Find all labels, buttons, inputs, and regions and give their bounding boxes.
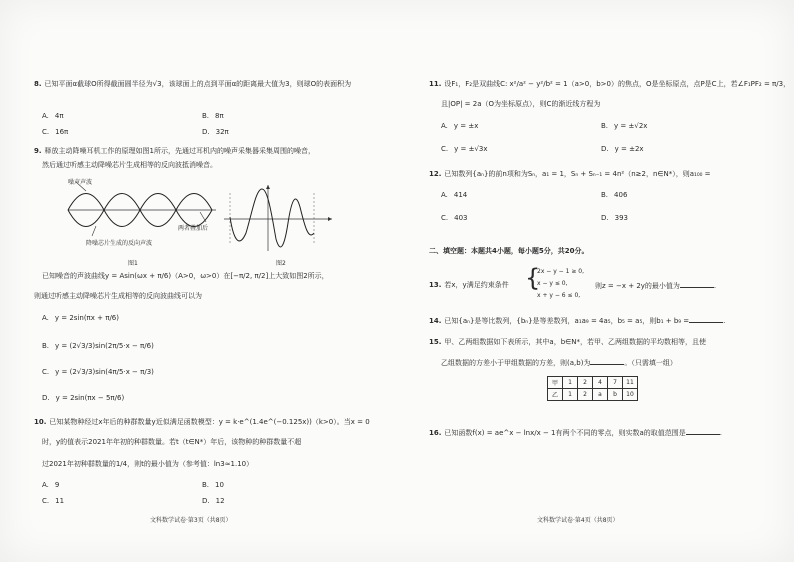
option-a[interactable]	[42, 112, 64, 121]
option-letter: B.	[202, 112, 210, 120]
answer-blank[interactable]	[686, 428, 720, 435]
section-heading-fill-in: 二、填空题：本题共4小题，每小题5分，共20分。	[429, 247, 589, 255]
option-letter: C.	[42, 368, 50, 376]
question-text-line-1: 设F₁，F₂是双曲线C: x²/a² − y²/b² = 1（a>0，b>0）的焦点，O是坐标原点，点P是C上，若∠F₁PF₂ = π/3，	[444, 80, 791, 88]
question-text-line-2: 乙组数据的方差小于甲组数据的方差，则(a,b)为	[441, 359, 591, 367]
question-text-line-1: 已知某物种经过x年后的种群数量y近似满足函数模型：y = k·e^(1.4e^(−0.125x))（k>0）。当x = 0	[49, 418, 370, 426]
table-cell: 4	[593, 377, 608, 389]
option-text: 414	[453, 191, 468, 199]
option-letter: B.	[601, 191, 609, 199]
question-text-prefix: 若x，y满足约束条件	[444, 281, 509, 289]
option-letter: D.	[601, 145, 609, 153]
option-letter: B.	[42, 342, 50, 350]
table-cell: 2	[578, 389, 593, 401]
table-cell: 7	[608, 377, 623, 389]
option-text: y = ±√3x	[454, 145, 488, 153]
option-text: y = 2sin(πx + π/6)	[54, 314, 119, 322]
option-c[interactable]	[42, 128, 68, 137]
question-9-model: 已知噪音的声波曲线y = Asin(ωx + π/6)（A>0，ω>0）在[−π/2, π/2]上大致如图2所示，	[42, 272, 329, 280]
question-16: 16. 已知函数f(x) = ae^x − lnx/x − 1有两个不同的零点，则实数a的取值范围是 .	[429, 429, 723, 437]
page-footer: 文科数学试卷·第4页（共8页）	[537, 517, 619, 524]
question-11-line-2: 且|OP| = 2a（O为坐标原点），则C的渐近线方程为	[441, 100, 601, 108]
option-letter: D.	[202, 128, 210, 136]
option-letter: A.	[42, 314, 49, 322]
question-text: 已知{aₙ}是等比数列，{bₙ}是等差数列，a₁a₉ = 4a₅，b₅ = a₅，则b₁ + b₉ =	[444, 317, 690, 325]
option-text: y = ±2x	[614, 145, 644, 153]
option-letter: A.	[441, 122, 448, 130]
option-d[interactable]	[601, 214, 628, 223]
figure-2-caption: 图2	[276, 260, 286, 267]
option-text: 403	[454, 214, 468, 222]
option-a[interactable]	[42, 314, 119, 323]
table-cell: 1	[563, 389, 578, 401]
right-page	[397, 0, 794, 562]
option-a[interactable]	[42, 481, 59, 490]
option-letter: C.	[42, 128, 50, 136]
table-cell: b	[608, 389, 623, 401]
option-d[interactable]	[42, 394, 124, 403]
constraint-3: x + y − 6 ≤ 0,	[537, 292, 581, 299]
answer-blank[interactable]	[680, 281, 714, 288]
option-text: 16π	[55, 128, 69, 136]
option-letter: C.	[441, 214, 449, 222]
question-number: 16.	[429, 429, 442, 437]
table-cell: 2	[578, 377, 593, 389]
table-row	[548, 389, 638, 401]
option-text: y = ±x	[453, 122, 479, 130]
option-text: 406	[614, 191, 628, 199]
option-d[interactable]	[202, 128, 229, 137]
question-13-suffix: 则z = −x + 2y的最小值为 .	[595, 282, 717, 290]
option-letter: A.	[42, 112, 49, 120]
option-letter: C.	[441, 145, 449, 153]
question-text-suffix: 则z = −x + 2y的最小值为	[595, 282, 680, 290]
option-letter: D.	[202, 497, 210, 505]
option-letter: C.	[42, 497, 50, 505]
question-text-line-1: 释放主动降噪耳机工作的原理如图1所示，先通过耳机内的噪声采集器采集周围的噪音，	[44, 147, 315, 155]
option-letter: B.	[202, 481, 210, 489]
option-b[interactable]	[601, 122, 647, 131]
option-text: y = ±√2x	[614, 122, 648, 130]
question-number: 11.	[429, 80, 442, 88]
option-d[interactable]	[601, 145, 644, 154]
question-15-line-2	[441, 358, 677, 368]
table-cell: 甲	[548, 377, 563, 389]
option-a[interactable]	[441, 191, 467, 200]
question-15	[429, 338, 706, 347]
page-footer: 文科数学试卷·第3页（共8页）	[150, 517, 232, 524]
table-cell: 10	[623, 389, 638, 401]
figure-1-label-noise: 噪声声波	[68, 179, 93, 186]
constraint-1: 2x − y − 1 ≥ 0,	[537, 268, 584, 275]
question-number: 9.	[34, 147, 42, 155]
question-9	[34, 147, 315, 156]
option-b[interactable]	[202, 112, 224, 121]
question-number: 10.	[34, 418, 47, 426]
option-text: y = (2√3/3)sin(4π/5·x − π/3)	[55, 368, 154, 376]
constraint-2: x − y ≤ 0,	[537, 280, 568, 287]
table-cell: 11	[623, 377, 638, 389]
data-table	[547, 376, 638, 401]
system-brace: {	[525, 264, 541, 292]
question-text-tail: 。（只需填一组）	[624, 359, 677, 367]
option-c[interactable]	[441, 214, 468, 223]
option-a[interactable]	[441, 122, 478, 131]
question-number: 15.	[429, 338, 442, 346]
option-text: 11	[55, 497, 65, 505]
table-row	[548, 377, 638, 389]
option-text: 12	[215, 497, 225, 505]
question-text: 已知数列{aₙ}的前n项和为Sₙ，a₁ = 1，Sₙ + Sₙ₋₁ = 4n²（n≥2，n∈N*），则a₁₀₀ =	[444, 170, 711, 178]
option-text: 10	[215, 481, 224, 489]
question-11	[429, 80, 790, 89]
question-number: 14.	[429, 317, 442, 325]
figure-2-sine-graph	[222, 183, 336, 255]
option-d[interactable]	[202, 497, 225, 506]
option-letter: B.	[601, 122, 609, 130]
option-letter: D.	[601, 214, 609, 222]
table-cell: a	[593, 389, 608, 401]
question-text-line-1: 甲、乙两组数据如下表所示，其中a，b∈N*，若甲、乙两组数据的平均数相等，且使	[444, 338, 706, 346]
option-c[interactable]	[42, 368, 154, 377]
question-number: 13.	[429, 281, 442, 289]
figure-1-caption: 图1	[128, 260, 138, 267]
question-number: 12.	[429, 170, 442, 178]
option-c[interactable]	[42, 497, 64, 506]
table-cell: 乙	[548, 389, 563, 401]
question-10	[34, 418, 370, 427]
question-14: 14. 已知{aₙ}是等比数列，{bₙ}是等差数列，a₁a₉ = 4a₅，b₅ = a₅，则b₁ + b₉ = .	[429, 317, 726, 325]
question-number: 8.	[34, 80, 42, 88]
question-text: 已知函数f(x) = ae^x − lnx/x − 1有两个不同的零点，则实数a的取值范围是	[444, 429, 686, 437]
option-c[interactable]	[441, 145, 488, 154]
question-8	[34, 80, 351, 89]
option-text: 9	[54, 481, 60, 489]
option-text: 32π	[215, 128, 229, 136]
question-10-line-2: 时，y的值表示2021年年初的种群数量。若t（t∈N*）年后，该物种的种群数量不超	[42, 438, 302, 446]
option-text: y = (2√3/3)sin(2π/5·x − π/6)	[55, 342, 154, 350]
option-b[interactable]	[601, 191, 627, 200]
question-13	[429, 281, 509, 290]
option-text: 4π	[54, 112, 64, 120]
figure-1-label-anti-wave: 降噪芯片生成的反向声波	[86, 240, 153, 247]
table-cell: 1	[563, 377, 578, 389]
option-letter: A.	[42, 481, 49, 489]
question-12	[429, 170, 711, 179]
answer-blank[interactable]	[689, 316, 723, 323]
question-text: 已知平面α截球O所得截面圆半径为√3，该球面上的点到平面α的距离最大值为3，则球O的表面积为	[44, 80, 352, 88]
option-letter: D.	[42, 394, 50, 402]
question-10-line-3: 过2021年初种群数量的1/4，则t的最小值为（参考值：ln3≈1.10）	[42, 460, 254, 468]
question-9-line-2: 然后通过听感主动降噪芯片生成相等的反向波抵消噪音。	[42, 161, 217, 169]
question-9-prompt: 则通过听感主动降噪芯片生成相等的反向波曲线可以为	[34, 292, 202, 300]
option-b[interactable]	[42, 342, 154, 351]
option-text: 8π	[215, 112, 224, 120]
option-text: 393	[614, 214, 628, 222]
option-b[interactable]	[202, 481, 224, 490]
option-text: y = 2sin(πx − 5π/6)	[55, 394, 125, 402]
option-letter: A.	[441, 191, 448, 199]
figure-1-label-superposed: 两者叠加后	[178, 225, 209, 232]
answer-blank[interactable]	[590, 358, 624, 365]
